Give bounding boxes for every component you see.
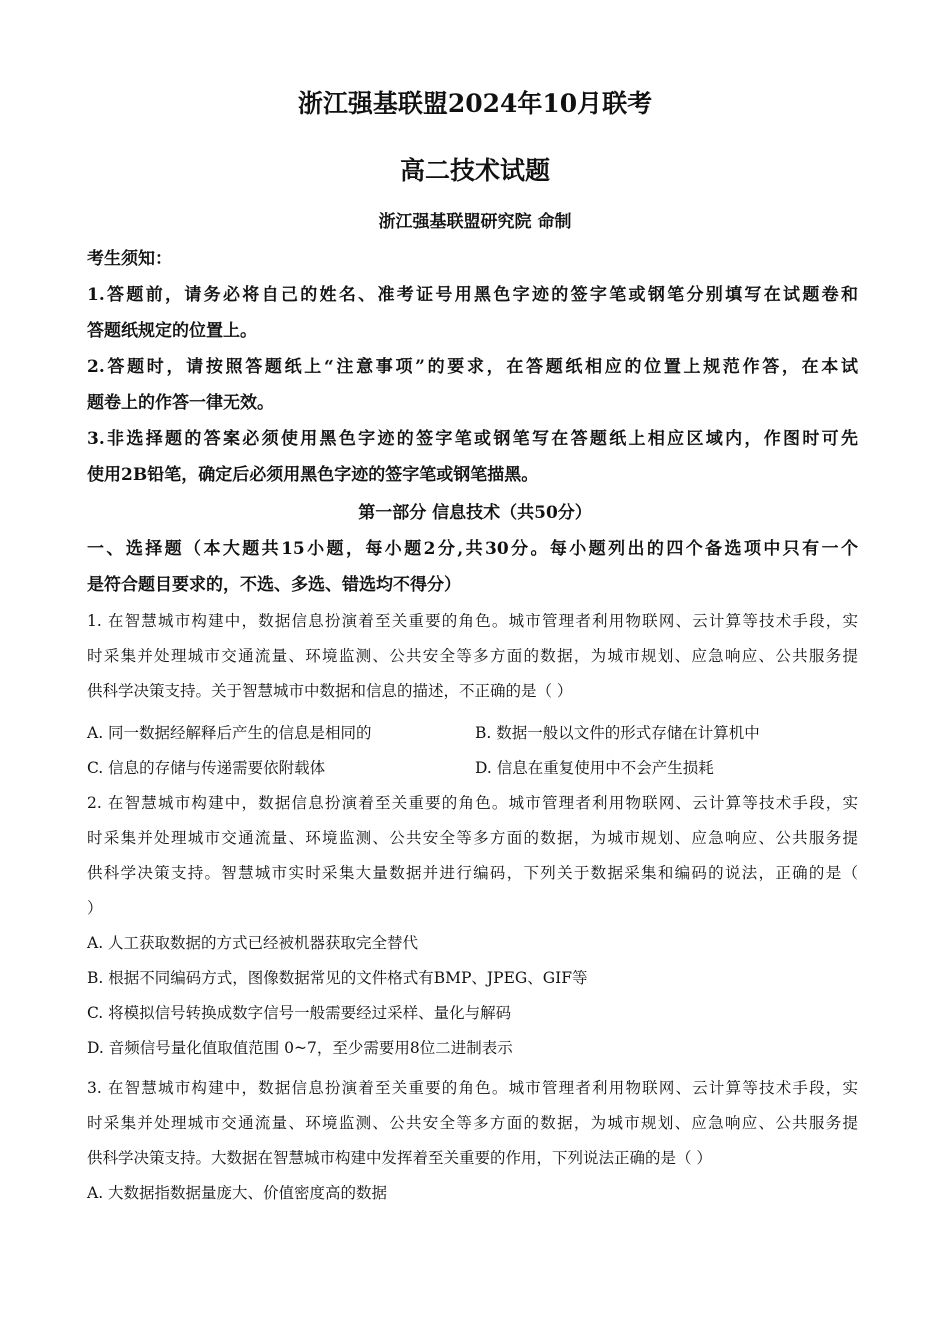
question-2-line: 2. 在智慧城市构建中，数据信息扮演着至关重要的角色。城市管理者利用物联网、云计算等技术手段，实 <box>87 794 858 812</box>
notice-item-2-cont: 题卷上的作答一律无效。 <box>87 393 274 413</box>
question-3-line: 供科学决策支持。大数据在智慧城市构建中发挥着至关重要的作用，下列说法正确的是（ ） <box>87 1149 712 1167</box>
q1-option-c: C. 信息的存储与传递需要依附载体 <box>87 759 326 777</box>
q2-option-c: C. 将模拟信号转换成数字信号一般需要经过采样、量化与解码 <box>87 1004 512 1022</box>
question-2 <box>87 786 858 1066</box>
section-instruction <box>87 531 858 603</box>
q3-option-a: A. 大数据指数据量庞大、价值密度高的数据 <box>87 1184 388 1202</box>
question-3 <box>87 1071 858 1211</box>
question-1-stem <box>87 604 858 709</box>
q2-option-d: D. 音频信号量化值取值范围 0~7，至少需要用8位二进制表示 <box>87 1039 513 1057</box>
q1-option-a: A. 同一数据经解释后产生的信息是相同的 <box>87 724 372 742</box>
question-2-line: ） <box>87 899 103 917</box>
notice-heading: 考生须知： <box>87 249 172 269</box>
instruction-line-1: 一、选择题（本大题共15小题，每小题2分,共30分。每小题列出的四个备选项中只有一个 <box>87 539 858 559</box>
exam-subtitle: 高二技术试题 <box>399 156 550 185</box>
notice-item-3-cont: 使用2B铅笔，确定后必须用黑色字迹的签字笔或钢笔描黑。 <box>87 465 539 485</box>
question-2-line: 时采集并处理城市交通流量、环境监测、公共安全等多方面的数据，为城市规划、应急响应、公共服务提 <box>87 829 858 847</box>
question-1-line: 供科学决策支持。关于智慧城市中数据和信息的描述，不正确的是（ ） <box>87 682 573 700</box>
question-1-options-row-2 <box>87 751 858 786</box>
question-1-line: 1. 在智慧城市构建中，数据信息扮演着至关重要的角色。城市管理者利用物联网、云计算等技术手段，实 <box>87 612 858 630</box>
notice-item-1-cont: 答题纸规定的位置上。 <box>87 321 257 341</box>
notice-item-2: 2.答题时，请按照答题纸上“注意事项”的要求，在答题纸相应的位置上规范作答，在本试 <box>87 357 858 377</box>
question-3-line: 时采集并处理城市交通流量、环境监测、公共安全等多方面的数据，为城市规划、应急响应、公共服务提 <box>87 1114 858 1132</box>
part-title: 第一部分 信息技术（共50分） <box>358 503 592 523</box>
notice-item-3: 3.非选择题的答案必须使用黑色字迹的签字笔或钢笔写在答题纸上相应区域内，作图时可先 <box>87 429 858 449</box>
exam-title: 浙江强基联盟2024年10月联考 <box>297 89 653 118</box>
q2-option-a: A. 人工获取数据的方式已经被机器获取完全替代 <box>87 934 419 952</box>
instruction-line-2: 是符合题目要求的，不选、多选、错选均不得分） <box>87 575 461 595</box>
q1-option-d: D. 信息在重复使用中不会产生损耗 <box>475 759 714 777</box>
question-3-line: 3. 在智慧城市构建中，数据信息扮演着至关重要的角色。城市管理者利用物联网、云计算等技术手段，实 <box>87 1079 858 1097</box>
exam-author: 浙江强基联盟研究院 命制 <box>378 212 572 232</box>
q1-option-b: B. 数据一般以文件的形式存储在计算机中 <box>475 724 760 742</box>
question-1-options-row-1 <box>87 716 858 751</box>
q2-option-b: B. 根据不同编码方式，图像数据常见的文件格式有BMP、JPEG、GIF等 <box>87 969 588 987</box>
notice-block <box>87 241 858 493</box>
notice-item-1: 1.答题前，请务必将自己的姓名、准考证号用黑色字迹的签字笔或钢笔分别填写在试题卷和 <box>87 285 858 305</box>
question-2-line: 供科学决策支持。智慧城市实时采集大量数据并进行编码，下列关于数据采集和编码的说法，正确的是（ <box>87 864 858 882</box>
question-1-line: 时采集并处理城市交通流量、环境监测、公共安全等多方面的数据，为城市规划、应急响应、公共服务提 <box>87 647 858 665</box>
